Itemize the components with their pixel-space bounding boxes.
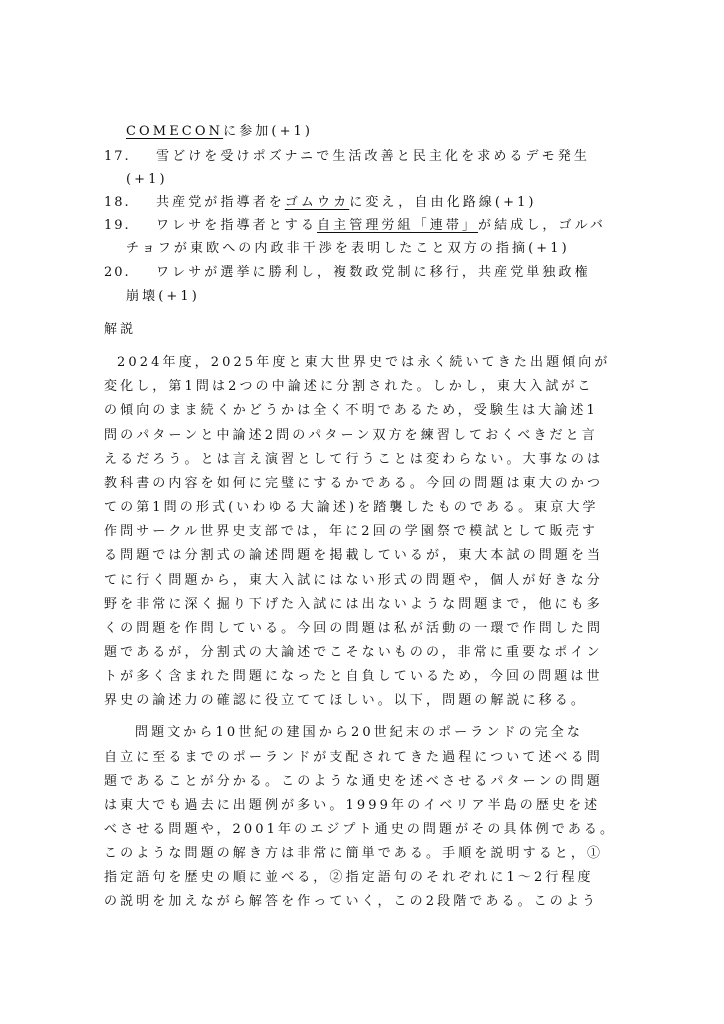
paragraph-line: このような問題の解き方は非常に簡単である。手順を説明すると，①: [104, 846, 604, 861]
answer-item-16-continuation: COMECONに参加(+1): [126, 124, 314, 139]
paragraph-line: 題であることが分かる。このような通史を述べさせるパターンの問題: [104, 774, 603, 789]
answer-item-17-line2: (+1): [126, 172, 168, 187]
paragraph-line: 指定語句を歴史の順に並べる，②指定語句のそれぞれに1〜2行程度: [104, 870, 594, 885]
answer-item-20-line2: 崩壊(+1): [126, 289, 200, 304]
underlined-term: COMECON: [126, 124, 224, 139]
paragraph-line: えるだろう。とは言え演習として行うことは変わらない。大事なのは: [104, 452, 604, 467]
paragraph-line: 題であるが，分割式の大論述でこそないものの，非常に重要なポイン: [104, 645, 603, 660]
paragraph-line: 野を非常に深く掘り下げた入試には出ないような問題まで，他にも多: [104, 597, 603, 612]
item-number: 19.: [104, 218, 131, 233]
paragraph-line: 問題文から10世紀の建国から20世紀末のポーランドの完全な: [135, 725, 583, 740]
underlined-term: ゴムウカ: [284, 195, 350, 210]
paragraph-line: てに行く問題から，東大入試にはない形式の問題や，個人が好きな分: [104, 573, 603, 588]
paragraph-line: 変化し，第1問は2つの中論述に分割された。しかし，東大入試がこ: [104, 379, 594, 394]
paragraph-line: 自立に至るまでのポーランドが支配されてきた過程について述べる問: [104, 750, 603, 765]
paragraph-line: 2024年度，2025年度と東大世界史では永く続いてきた出題傾向が: [117, 355, 611, 370]
paragraph-line: る問題では分割式の論述問題を掲載しているが，東大本試の問題を当: [104, 548, 604, 563]
paragraph-line: 問のパターンと中論述2問のパターン双方を練習しておくべきだと言: [104, 428, 598, 443]
section-heading: 解説: [104, 322, 137, 337]
item-number: 20.: [104, 265, 131, 280]
answer-item-19-line2: チョフが東欧への内政非干渉を表明したこと双方の指摘(+1): [126, 241, 570, 256]
item-number: 18.: [104, 195, 131, 210]
answer-item-20: 20. ワレサが選挙に勝利し，複数政党制に移行，共産党単独政権: [104, 263, 591, 283]
paragraph-line: トが多く含まれた問題になったと自負しているため，今回の問題は世: [104, 669, 603, 684]
paragraph-line: べさせる問題や，2001年のエジプト通史の問題がその具体例である。: [104, 822, 617, 837]
underlined-term: 自主管理労組「連帯」: [317, 218, 479, 233]
answer-item-19: 19. ワレサを指導者とする自主管理労組「連帯」が結成し，ゴルバ: [104, 216, 606, 236]
paragraph-line: の傾向のまま続くかどうかは全く不明であるため，受験生は大論述1: [104, 403, 598, 418]
paragraph-line: 教科書の内容を如何に完璧にするかである。今回の問題は東大のかつ: [104, 476, 604, 491]
paragraph-line: の説明を加えながら解答を作っていく，この2段階である。このよう: [104, 894, 599, 909]
paragraph-line: ての第1問の形式(いわゆる大論述)を踏襲したものである。東京大学: [104, 500, 599, 515]
answer-item-18: 18. 共産党が指導者をゴムウカに変え，自由化路線(+1): [104, 193, 537, 213]
paragraph-line: 作問サークル世界史支部では，年に2回の学園祭で模試として販売す: [104, 524, 598, 539]
paragraph-line: くの問題を作問している。今回の問題は私が活動の一環で作問した問: [104, 621, 604, 636]
item-number: 17.: [104, 149, 131, 164]
answer-item-17: 17. 雪どけを受けポズナニで生活改善と民主化を求めるデモ発生: [104, 147, 590, 167]
paragraph-line: 界史の論述力の確認に役立ててほしい。以下，問題の解説に移る。: [104, 693, 588, 708]
paragraph-line: は東大でも過去に出題例が多い。1999年のイベリア半島の歴史を述: [104, 798, 601, 813]
